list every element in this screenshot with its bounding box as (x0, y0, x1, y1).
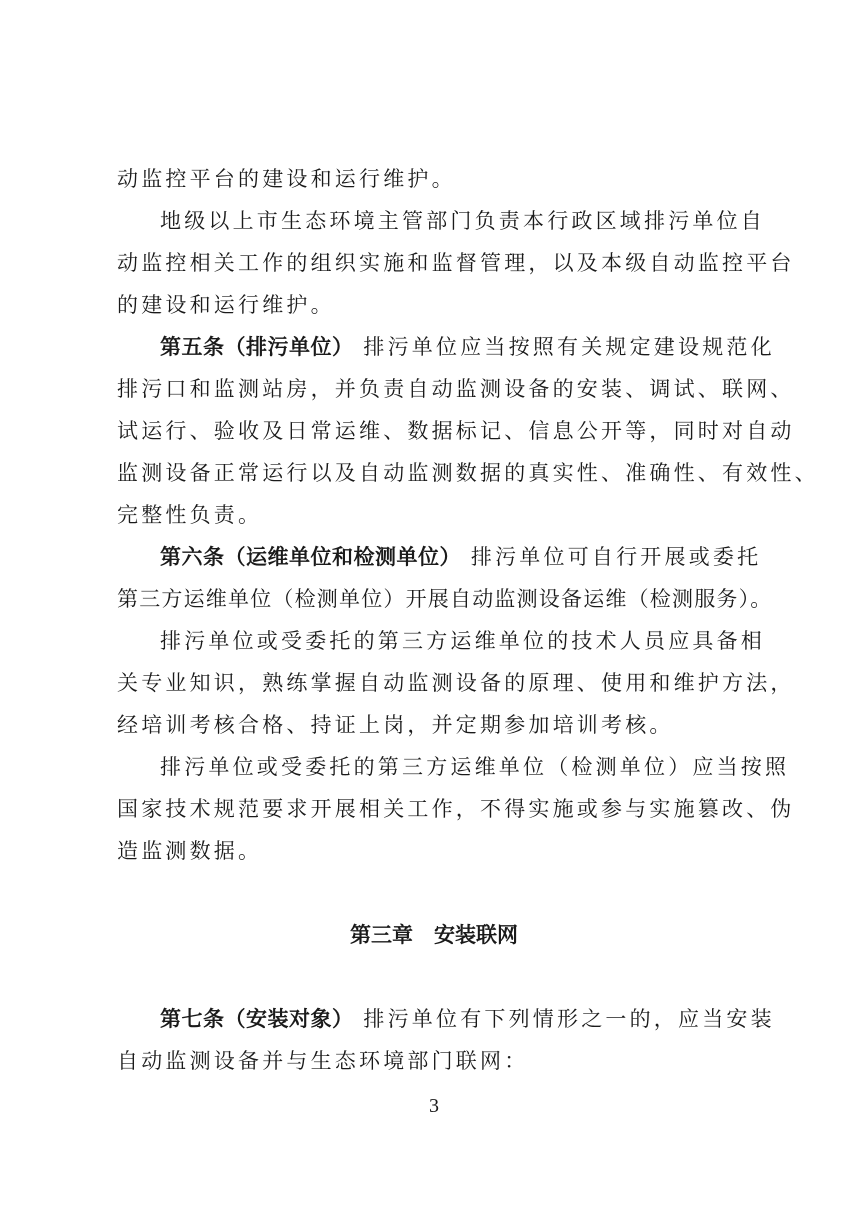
chapter-title: 第三章 安装联网 (350, 923, 518, 947)
article-6-title: 第六条（运维单位和检测单位） (160, 545, 461, 569)
article-5-text: 排污单位应当按照有关规定建设规范化 (363, 335, 775, 359)
paragraph-line: 排污单位或受委托的第三方运维单位（检测单位）应当按照 (160, 755, 790, 779)
article-7-text: 排污单位有下列情形之一的，应当安装 (363, 1007, 775, 1031)
article-6-text: 排污单位可自行开展或委托 (470, 545, 762, 569)
paragraph-line: 排污口和监测站房，并负责自动监测设备的安装、调试、联网、 (117, 377, 795, 401)
paragraph-line: 关专业知识，熟练掌握自动监测设备的原理、使用和维护方法， (117, 671, 795, 695)
paragraph-line: 试运行、验收及日常运维、数据标记、信息公开等，同时对自动 (117, 419, 795, 443)
article-5-title: 第五条（排污单位） (160, 335, 354, 359)
paragraph-line: 经培训考核合格、持证上岗，并定期参加培训考核。 (117, 713, 674, 737)
paragraph-line: 动监控相关工作的组织实施和监督管理，以及本级自动监控平台 (117, 251, 795, 275)
paragraph-line: 自动监测设备并与生态环境部门联网： (117, 1049, 529, 1073)
paragraph-line: 第三方运维单位（检测单位）开展自动监测设备运维（检测服务）。 (117, 587, 773, 611)
paragraph-line: 的建设和运行维护。 (117, 293, 335, 317)
article-5-line (160, 332, 810, 362)
paragraph-line: 国家技术规范要求开展相关工作，不得实施或参与实施篡改、伪 (117, 797, 795, 821)
paragraph-line: 动监控平台的建设和运行维护。 (117, 167, 456, 191)
paragraph-line: 排污单位或受委托的第三方运维单位的技术人员应具备相 (160, 629, 765, 653)
paragraph-line: 监测设备正常运行以及自动监测数据的真实性、准确性、有效性、 (117, 461, 819, 485)
article-6-line (160, 542, 810, 572)
page-number: 3 (429, 1095, 439, 1117)
article-7-line (160, 1004, 810, 1034)
paragraph-line: 造监测数据。 (117, 839, 263, 863)
paragraph-line: 地级以上市生态环境主管部门负责本行政区域排污单位自 (160, 209, 765, 233)
paragraph-line: 完整性负责。 (117, 503, 263, 527)
article-7-title: 第七条（安装对象） (160, 1007, 354, 1031)
